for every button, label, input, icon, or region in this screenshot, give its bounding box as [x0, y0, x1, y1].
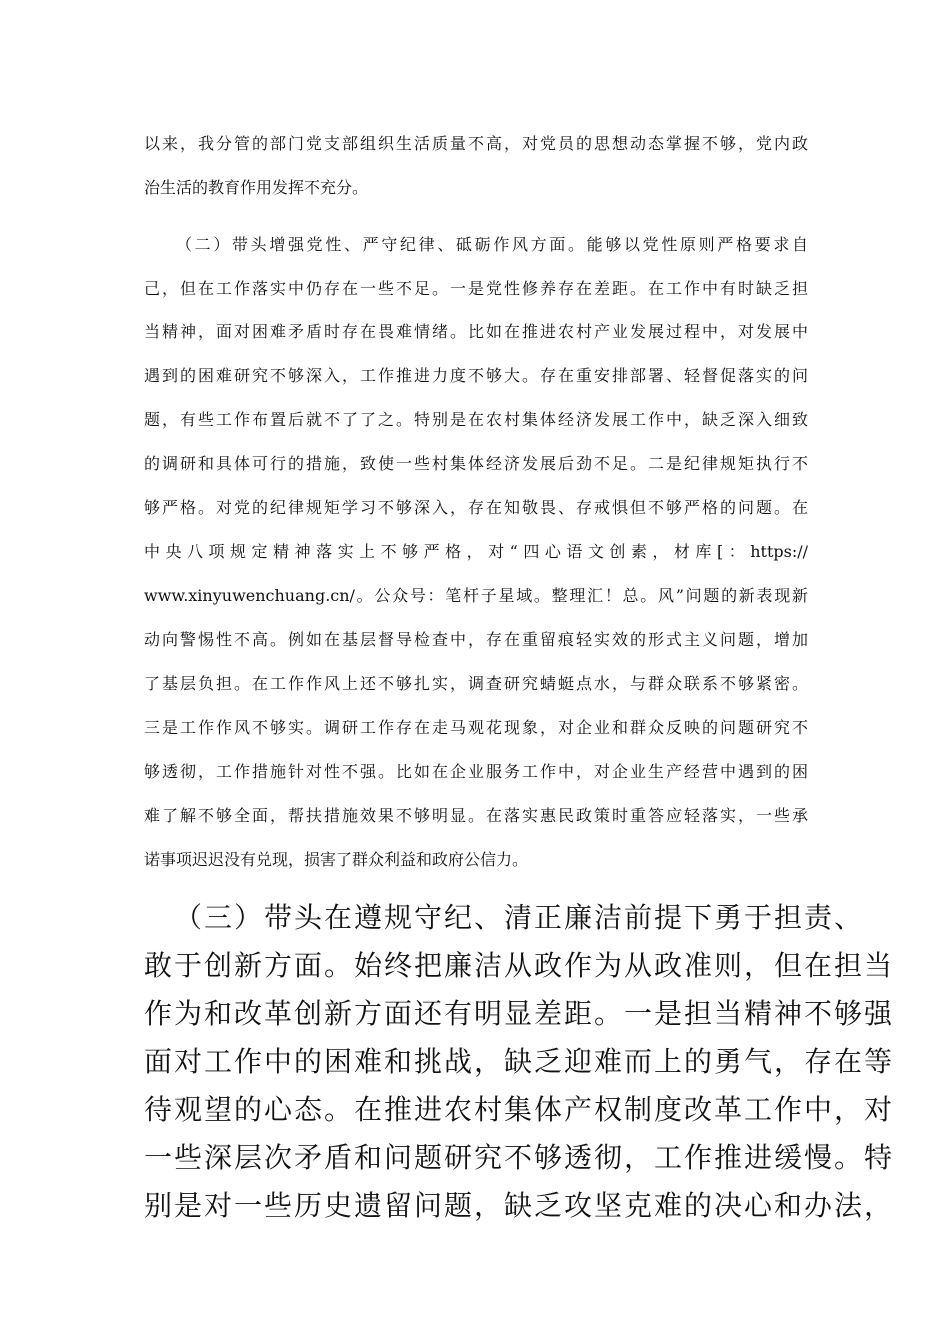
text-line: 面对工作中的困难和挑战，缺乏迎难而上的勇气，存在等: [144, 1045, 895, 1078]
text-line: 一些深层次矛盾和问题研究不够透彻，工作推进缓慢。特: [144, 1141, 895, 1174]
text-line: 作为和改革创新方面还有明显差距。一是担当精神不够强: [144, 997, 895, 1030]
text-line: 以来，我分管的部门党支部组织生活质量不高，对党员的思想动态掌握不够，党内政: [144, 134, 808, 153]
text-line: 题，有些工作布置后就不了了之。特别是在农村集体经济发展工作中，缺乏深入细致: [144, 410, 808, 429]
text-line: 遇到的困难研究不够深入，工作推进力度不够大。存在重安排部署、轻督促落实的问: [144, 366, 808, 385]
text-line: 治生活的教育作用发挥不充分。: [144, 178, 369, 197]
text-line: 别是对一些历史遗留问题，缺乏攻坚克难的决心和办法，: [144, 1189, 895, 1222]
text-line: 的调研和具体可行的措施，致使一些村集体经济发展后劲不足。二是纪律规矩执行不: [144, 454, 808, 473]
text-line: 当精神，面对困难矛盾时存在畏难情绪。比如在推进农村产业发展过程中，对发展中: [144, 322, 808, 341]
text-line: （三）带头在遵规守纪、清正廉洁前提下勇于担责、: [174, 901, 865, 934]
text-line: （二）带头增强党性、严守纪律、砥砺作风方面。能够以党性原则严格要求自: [176, 235, 808, 254]
text-line: 够透彻，工作措施针对性不强。比如在企业服务工作中，对企业生产经营中遇到的困: [144, 762, 808, 781]
text-line: www.xinyuwenchuang.cn/。公众号：笔杆子星域。整理汇！总。风”问题的新表现新: [144, 586, 808, 605]
text-line: 三是工作作风不够实。调研工作存在走马观花现象，对企业和群众反映的问题研究不: [144, 718, 808, 737]
text-line: 了基层负担。在工作作风上还不够扎实，调查研究蜻蜓点水，与群众联系不够紧密。: [144, 674, 808, 693]
text-line: 够严格。对党的纪律规矩学习不够深入，存在知敬畏、存戒惧但不够严格的问题。在: [144, 498, 808, 517]
text-line: 难了解不够全面，帮扶措施效果不够明显。在落实惠民政策时重答应轻落实，一些承: [144, 806, 808, 825]
text-line: 待观望的心态。在推进农村集体产权制度改革工作中，对: [144, 1093, 895, 1126]
text-line: 动向警惕性不高。例如在基层督导检查中，存在重留痕轻实效的形式主义问题，增加: [144, 630, 808, 649]
text-line: 诺事项迟迟没有兑现，损害了群众利益和政府公信力。: [144, 850, 529, 869]
text-line: 中央八项规定精神落实上不够严格，对“四心语文创素，材库[：https://: [144, 542, 808, 561]
text-line: 己，但在工作落实中仍存在一些不足。一是党性修养存在差距。在工作中有时缺乏担: [144, 279, 808, 298]
text-line: 敢于创新方面。始终把廉洁从政作为从政准则，但在担当: [144, 949, 895, 982]
